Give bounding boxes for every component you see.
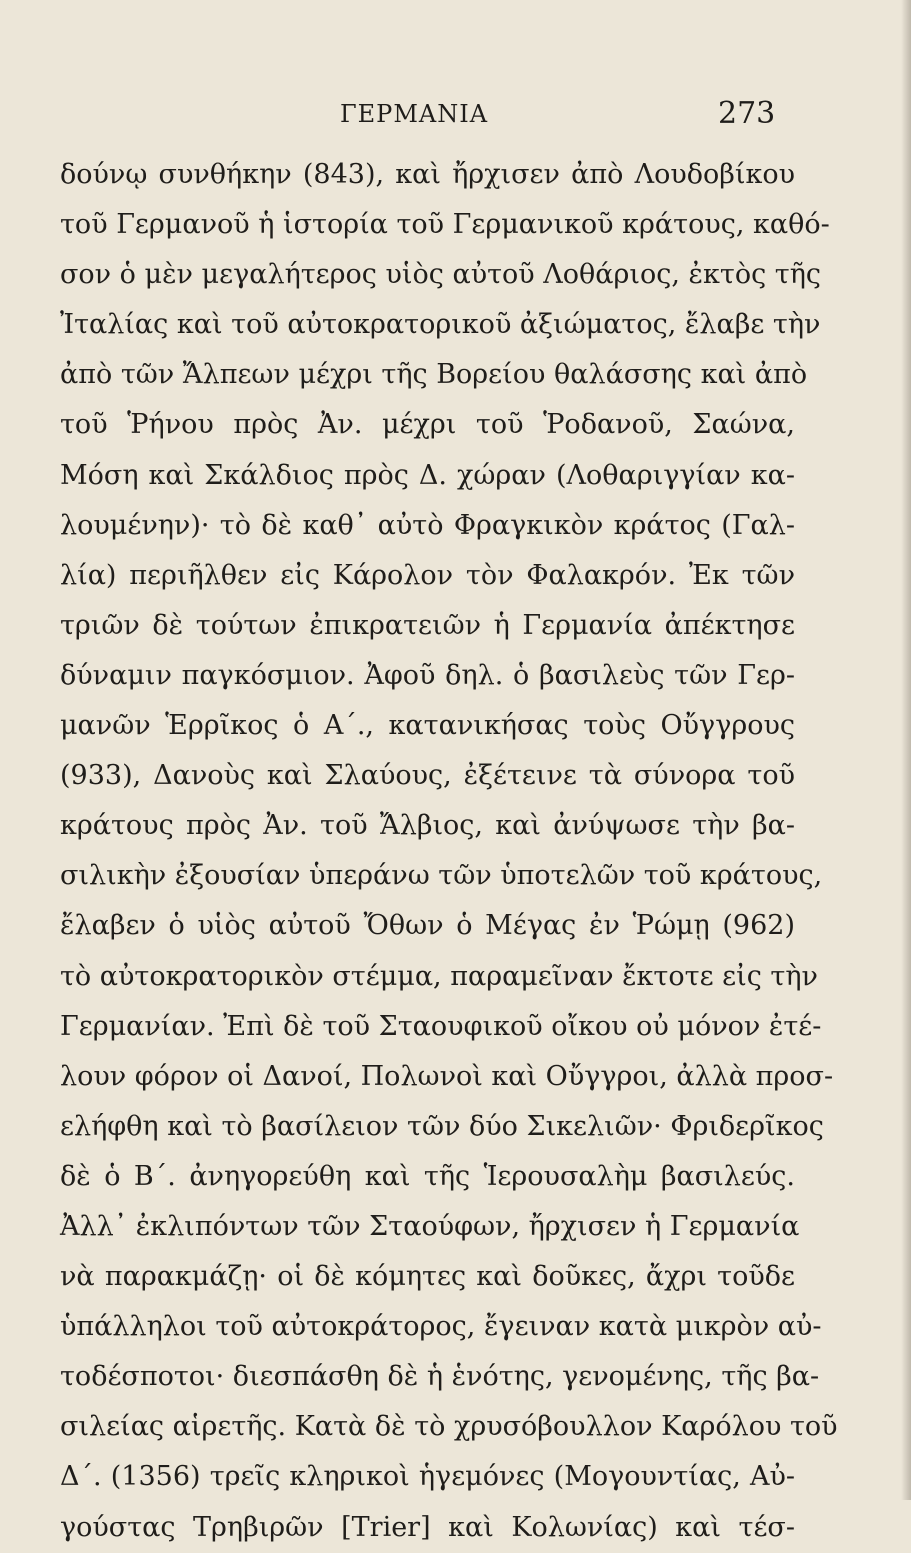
text-line: τριῶν δὲ τούτων ἐπικρατειῶν ἡ Γερμανία ἀπέκτησε xyxy=(60,609,795,641)
text-line: Ἰταλίας καὶ τοῦ αὐτοκρατορικοῦ ἀξιώματος, ἔλαβε τὴν xyxy=(60,309,821,341)
page-edge-shadow xyxy=(901,0,911,1500)
text-line: Ἀλλ᾽ ἐκλιπόντων τῶν Σταούφων, ἤρχισεν ἡ Γερμανία xyxy=(60,1210,800,1242)
text-line: σον ὁ μὲν μεγαλήτερος υἱὸς αὐτοῦ Λοθάριος, ἐκτὸς τῆς xyxy=(60,259,822,291)
text-line: λουν φόρον οἱ Δανοί, Πολωνοὶ καὶ Οὔγγροι, ἀλλὰ προσ- xyxy=(60,1060,834,1092)
page-header xyxy=(0,96,911,136)
text-line: δύναμιν παγκόσμιον. Ἀφοῦ δηλ. ὁ βασιλεὺς τῶν Γερ- xyxy=(60,659,795,691)
running-head: ΓΕΡΜΑΝΙΑ xyxy=(340,100,489,128)
text-line: Δ΄. (1356) τρεῖς κληρικοὶ ἡγεμόνες (Μογουντίας, Αὐ- xyxy=(60,1461,795,1493)
text-line: Μόση καὶ Σκάλδιος πρὸς Δ. χώραν (Λοθαριγγίαν κα- xyxy=(60,459,795,491)
text-line: σιλικὴν ἐξουσίαν ὑπεράνω τῶν ὑποτελῶν τοῦ κράτους, xyxy=(60,860,823,892)
text-line: ὑπάλληλοι τοῦ αὐτοκράτορος, ἔγειναν κατὰ μικρὸν αὐ- xyxy=(60,1311,822,1343)
text-line: λουμένην)· τὸ δὲ καθ᾽ αὐτὸ Φραγκικὸν κράτος (Γαλ- xyxy=(60,509,795,541)
text-line: ἀπὸ τῶν Ἄλπεων μέχρι τῆς Βορείου θαλάσσης καὶ ἀπὸ xyxy=(60,359,808,391)
text-line: λία) περιῆλθεν εἰς Κάρολον τὸν Φαλακρόν. Ἐκ τῶν xyxy=(60,559,795,591)
text-line: τὸ αὐτοκρατορικὸν στέμμα, παραμεῖναν ἔκτοτε εἰς τὴν xyxy=(60,960,818,992)
text-line: νὰ παρακμάζῃ· οἱ δὲ κόμητες καὶ δοῦκες, ἄχρι τοῦδε xyxy=(60,1261,795,1293)
text-line: τοῦ Ῥήνου πρὸς Ἀν. μέχρι τοῦ Ῥοδανοῦ, Σαώνα, xyxy=(60,409,795,441)
text-line: τοῦ Γερμανοῦ ἡ ἱστορία τοῦ Γερμανικοῦ κράτους, καθό- xyxy=(60,209,830,241)
text-line: τοδέσποτοι· διεσπάσθη δὲ ἡ ἑνότης, γενομένης, τῆς βα- xyxy=(60,1361,820,1393)
text-line: Γερμανίαν. Ἐπὶ δὲ τοῦ Σταουφικοῦ οἴκου οὐ μόνον ἐτέ- xyxy=(60,1010,822,1042)
text-line: ελήφθη καὶ τὸ βασίλειον τῶν δύο Σικελιῶν· Φριδερῖκος xyxy=(60,1110,824,1142)
text-line: δὲ ὁ Β΄. ἀνηγορεύθη καὶ τῆς Ἱερουσαλὴμ βασιλεύς. xyxy=(60,1160,795,1192)
page-number: 273 xyxy=(718,96,776,131)
text-line: σιλείας αἱρετῆς. Κατὰ δὲ τὸ χρυσόβουλλον Καρόλου τοῦ xyxy=(60,1411,838,1443)
text-line: μανῶν Ἑρρῖκος ὁ Α΄., κατανικήσας τοὺς Οὔγγρους xyxy=(60,710,795,742)
body-text xyxy=(60,150,838,1553)
text-line: γούστας Τρηβιρῶν [Trier] καὶ Κολωνίας) καὶ τέσ- xyxy=(60,1511,795,1543)
text-line: δούνῳ συνθήκην (843), καὶ ἤρχισεν ἀπὸ Λουδοβίκου xyxy=(60,159,795,190)
text-line: ἔλαβεν ὁ υἱὸς αὐτοῦ Ὄθων ὁ Μέγας ἐν Ῥώμῃ (962) xyxy=(60,910,795,942)
text-line: κράτους πρὸς Ἀν. τοῦ Ἄλβιος, καὶ ἀνύψωσε τὴν βα- xyxy=(60,810,795,842)
text-line: (933), Δανοὺς καὶ Σλαύους, ἐξέτεινε τὰ σύνορα τοῦ xyxy=(60,760,795,792)
